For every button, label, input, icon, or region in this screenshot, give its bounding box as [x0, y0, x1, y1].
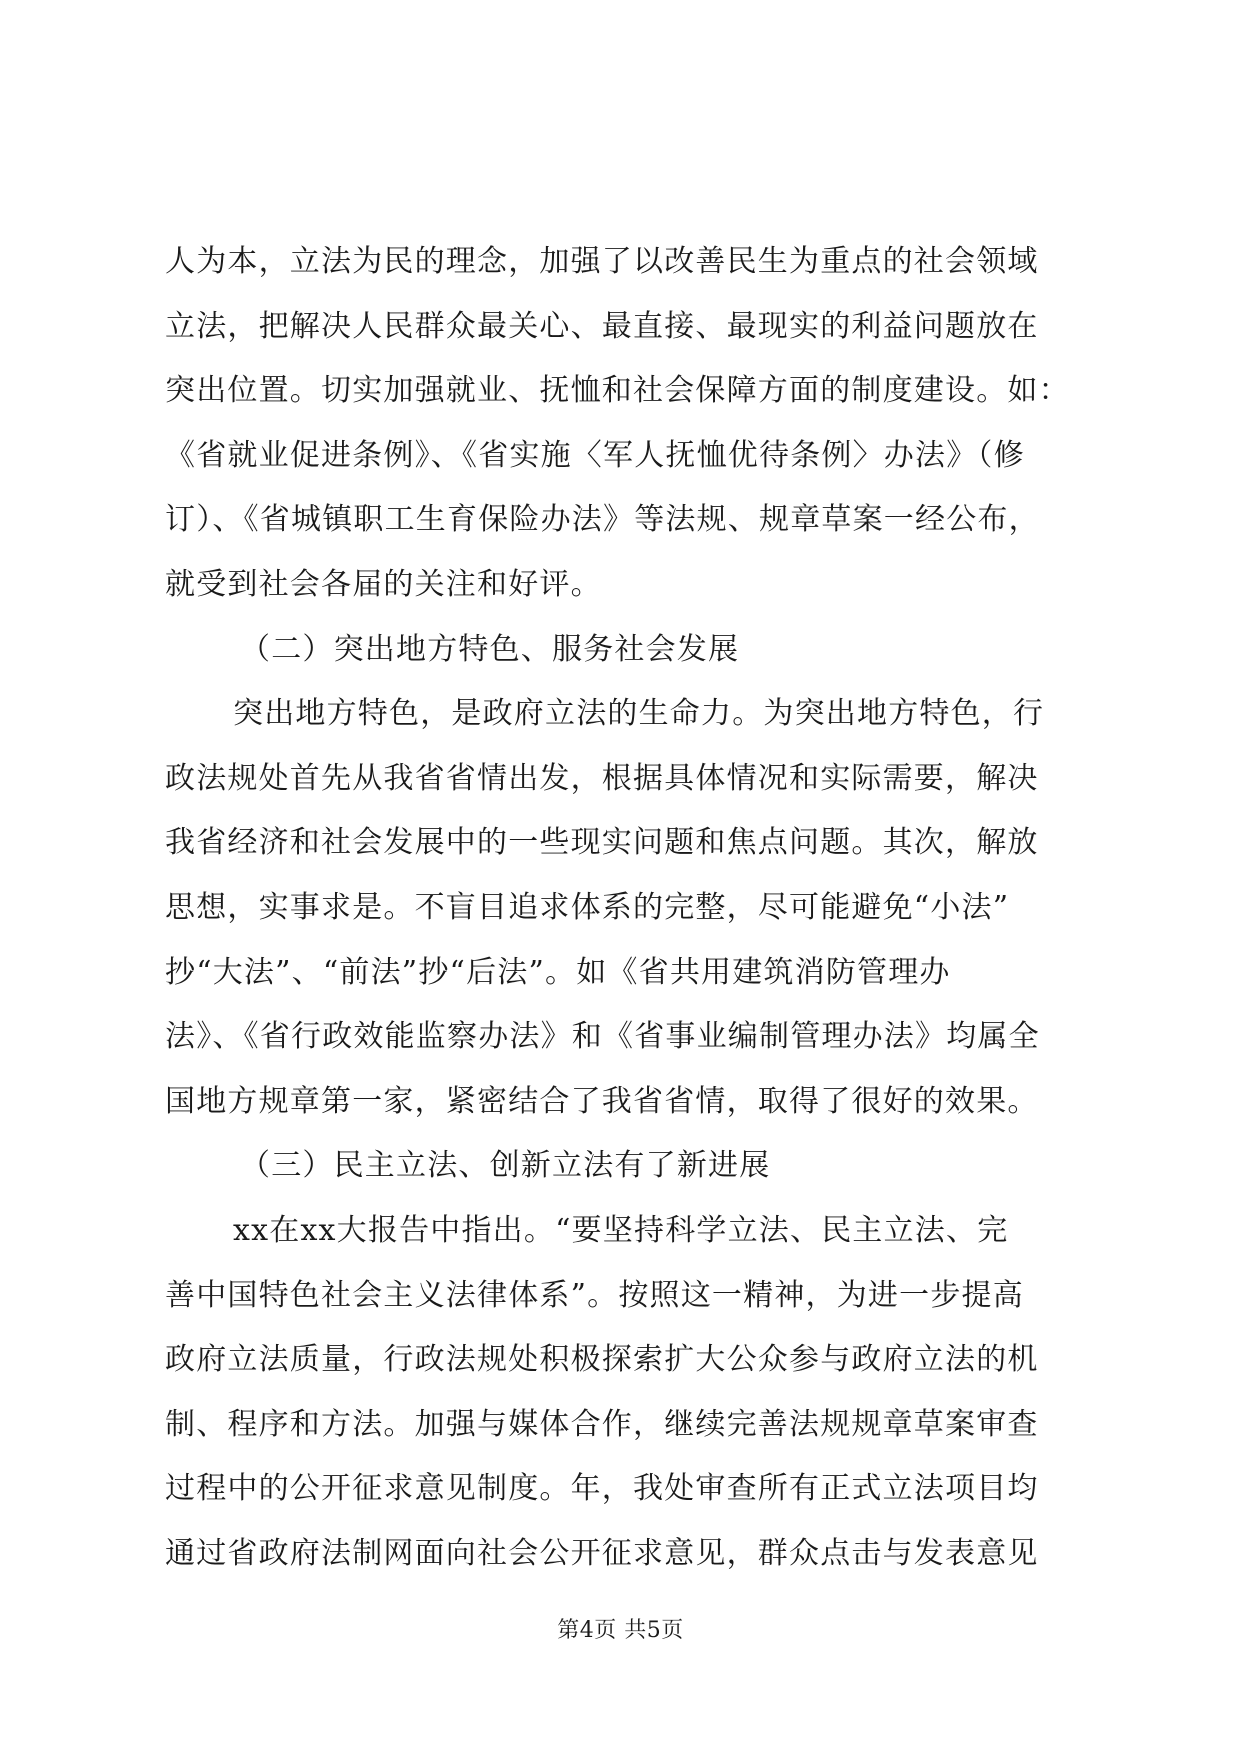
- paragraph-line: 过程中的公开征求意见制度。年，我处审查所有正式立法项目均: [165, 1471, 1039, 1507]
- section-heading: （三）民主立法、创新立法有了新进展: [240, 1148, 771, 1184]
- paragraph-line: 政府立法质量，行政法规处积极探索扩大公众参与政府立法的机: [165, 1342, 1039, 1378]
- paragraph-line: 思想，实事求是。不盲目追求体系的完整，尽可能避免“小法”: [165, 889, 1010, 925]
- paragraph-line: 订）、《省城镇职工生育保险办法》等法规、规章草案一经公布，: [165, 502, 1040, 538]
- page-number-footer: 第4页 共5页: [557, 1618, 684, 1643]
- paragraph-line: xx在xx大报告中指出。“要坚持科学立法、民主立法、完: [233, 1212, 1009, 1248]
- paragraph-line: 抄“大法”、“前法”抄“后法”。如《省共用建筑消防管理办: [165, 954, 951, 990]
- paragraph-line: 我省经济和社会发展中的一些现实问题和焦点问题。其次，解放: [165, 825, 1039, 861]
- paragraph-line: 立法，把解决人民群众最关心、最直接、最现实的利益问题放在: [165, 308, 1039, 344]
- paragraph-line: 制、程序和方法。加强与媒体合作，继续完善法规规章草案审查: [165, 1406, 1039, 1442]
- paragraph-line: 就受到社会各届的关注和好评。: [165, 566, 602, 602]
- paragraph-line: 突出位置。切实加强就业、抚恤和社会保障方面的制度建设。如：: [165, 373, 1070, 409]
- paragraph-line: 善中国特色社会主义法律体系”。按照这一精神，为进一步提高: [165, 1277, 1024, 1313]
- paragraph-line: 国地方规章第一家，紧密结合了我省省情，取得了很好的效果。: [165, 1083, 1039, 1119]
- paragraph-line: 人为本，立法为民的理念，加强了以改善民生为重点的社会领域: [165, 244, 1039, 279]
- paragraph-line: 突出地方特色，是政府立法的生命力。为突出地方特色，行: [233, 696, 1045, 732]
- paragraph-line: 法》、《省行政效能监察办法》和《省事业编制管理办法》均属全: [165, 1019, 1040, 1055]
- paragraph-line: 政法规处首先从我省省情出发，根据具体情况和实际需要，解决: [165, 760, 1039, 796]
- section-heading: （二）突出地方特色、服务社会发展: [240, 631, 740, 667]
- paragraph-line: 《省就业促进条例》、《省实施〈军人抚恤优待条例〉办法》（修: [165, 437, 1025, 473]
- paragraph-line: 通过省政府法制网面向社会公开征求意见，群众点击与发表意见: [165, 1535, 1039, 1571]
- document-body: [165, 230, 1085, 1586]
